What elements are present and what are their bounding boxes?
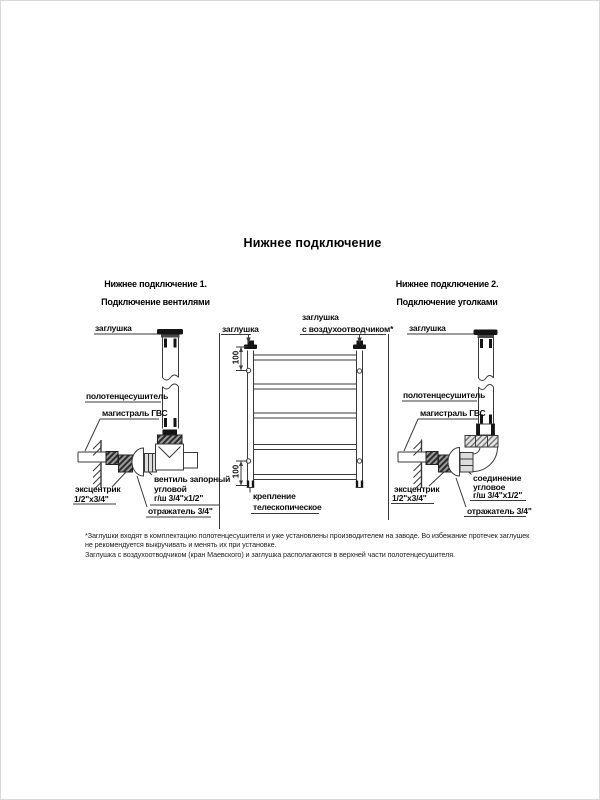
middle-mount-label-line1: крепление (253, 491, 296, 501)
right-towel-rail-label: полотенцесушитель (403, 390, 486, 400)
left-eccentric-label-line1: эксцентрик (75, 484, 121, 494)
middle-plug-label: заглушка (222, 323, 259, 334)
right-corner-label-line2: угловое (473, 481, 506, 492)
right-subtitle-line2: Подключение уголками (396, 297, 498, 307)
right-reflector-label: отражатель 3/4" (467, 505, 532, 516)
dimension-100-bottom: 100 (231, 464, 241, 479)
right-subtitle-line1: Нижнее подключение 2. (395, 279, 499, 289)
left-hot-water-main-label: магистраль ГВС (102, 408, 168, 418)
middle-diagram-art (220, 333, 389, 529)
left-valve-label-line2: угловой (154, 483, 187, 494)
left-plug-label: заглушка (95, 323, 132, 333)
right-eccentric-label-line2: 1/2"x3/4" (392, 492, 427, 503)
left-eccentric-label-line2: 1/2"x3/4" (74, 493, 109, 504)
left-reflector-label: отражатель 3/4" (148, 506, 213, 516)
page-title: Нижнее подключение (243, 236, 382, 250)
left-valve-label-line1: вентиль запорный (154, 474, 231, 484)
right-eccentric-label-line1: эксцентрик (394, 484, 440, 494)
footnote-line2: не рекомендуется выкручивать и менять их при установке. (85, 540, 277, 549)
footnote-line3: Заглушка с воздухоотводчиком (кран Маевского) и заглушка располагаются в верхней части полотенцесушителя. (85, 550, 455, 559)
right-hot-water-main-label: магистраль ГВС (420, 408, 486, 418)
left-valve-label-line3: г/ш 3/4"x1/2" (154, 493, 204, 503)
right-corner-label-line3: г/ш 3/4"x1/2" (473, 490, 523, 500)
right-plug-label: заглушка (409, 323, 446, 333)
dimension-100-top: 100 (231, 350, 241, 365)
right-corner-label-line1: соединение (473, 472, 522, 483)
middle-air-vent-plug-label-line2: с воздухоотводчиком* (302, 323, 394, 334)
left-towel-rail-label: полотенцесушитель (86, 391, 169, 401)
middle-mount-label-line2: телескопическое (253, 502, 322, 512)
left-subtitle-line2: Подключение вентилями (101, 297, 210, 307)
left-subtitle-line1: Нижнее подключение 1. (104, 279, 207, 289)
middle-air-vent-plug-label-line1: заглушка (302, 312, 339, 322)
footnote-line1: *Заглушки входят в комплектацию полотенцесушителя и уже установлены производителем на заводе. Во избежание протечек заглушек (85, 531, 530, 540)
